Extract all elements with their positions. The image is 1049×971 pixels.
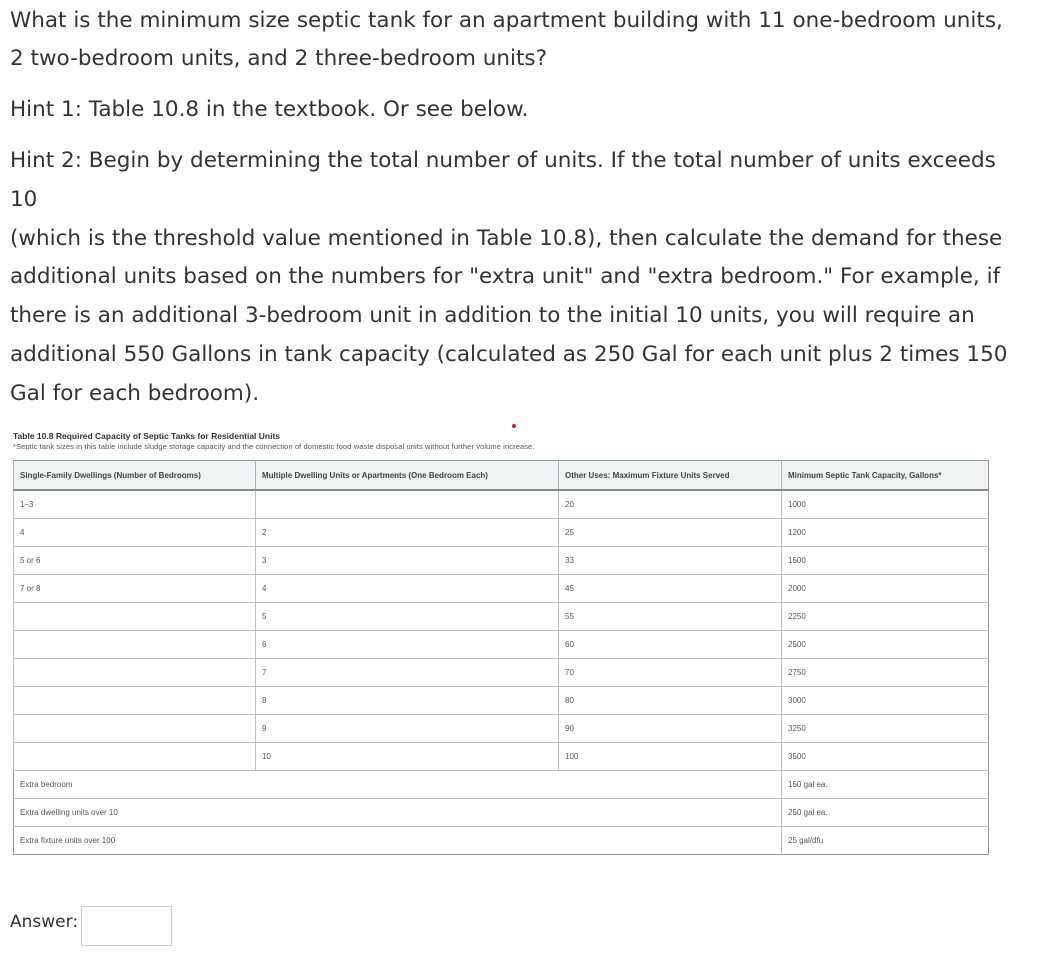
cell-fixture-units: 60 bbox=[559, 631, 782, 659]
question-line: 2 two-bedroom units, and 2 three-bedroom units? bbox=[10, 46, 548, 71]
cell-bedrooms bbox=[14, 603, 256, 631]
cell-capacity: 2750 bbox=[782, 659, 989, 687]
extra-row-fixture-units bbox=[14, 827, 989, 855]
cell-bedrooms bbox=[14, 743, 256, 771]
table-row bbox=[14, 519, 989, 547]
hint-2-line: Gal for each bedroom). bbox=[10, 380, 260, 406]
cell-fixture-units: 45 bbox=[559, 575, 782, 603]
extra-value: 250 gal ea. bbox=[782, 799, 989, 827]
question-line: What is the minimum size septic tank for an apartment building with 11 one-bedroom units, bbox=[10, 8, 1003, 33]
cell-capacity: 2250 bbox=[782, 603, 989, 631]
answer-input[interactable] bbox=[81, 906, 172, 946]
cell-fixture-units: 55 bbox=[559, 603, 782, 631]
cell-capacity: 3250 bbox=[782, 715, 989, 743]
table-row bbox=[14, 743, 989, 771]
cell-bedrooms bbox=[14, 659, 256, 687]
header-single-family: Single-Family Dwellings (Number of Bedrooms) bbox=[14, 461, 256, 491]
cell-apartments: 7 bbox=[256, 659, 559, 687]
hint-1: Hint 1: Table 10.8 in the textbook. Or see below. bbox=[10, 97, 529, 122]
extra-row-dwelling-units bbox=[14, 799, 989, 827]
extra-row-bedroom bbox=[14, 771, 989, 799]
cell-fixture-units: 25 bbox=[559, 519, 782, 547]
cell-apartments: 8 bbox=[256, 687, 559, 715]
cell-capacity: 1500 bbox=[782, 547, 989, 575]
cell-capacity: 1000 bbox=[782, 490, 989, 519]
cell-apartments: 3 bbox=[256, 547, 559, 575]
question-text bbox=[10, 2, 1020, 78]
answer-label: Answer: bbox=[10, 912, 79, 932]
table-row bbox=[14, 715, 989, 743]
cell-bedrooms bbox=[14, 631, 256, 659]
table-header-row bbox=[14, 461, 989, 491]
septic-capacity-table bbox=[13, 460, 989, 855]
hint-2 bbox=[10, 142, 1020, 414]
cell-bedrooms bbox=[14, 687, 256, 715]
hint-2-line: additional units based on the numbers for "extra unit" and "extra bedroom." For example, if bbox=[10, 264, 1001, 290]
hint-2-line: there is an additional 3-bedroom unit in addition to the initial 10 units, you will require an bbox=[10, 303, 975, 329]
cell-apartments: 2 bbox=[256, 519, 559, 547]
table-title: Table 10.8 Required Capacity of Septic Tanks for Residential Units bbox=[13, 431, 281, 441]
cell-apartments bbox=[256, 490, 559, 519]
cell-bedrooms: 5 or 6 bbox=[14, 547, 256, 575]
table-row bbox=[14, 575, 989, 603]
cell-apartments: 5 bbox=[256, 603, 559, 631]
cell-apartments: 6 bbox=[256, 631, 559, 659]
extra-value: 150 gal ea. bbox=[782, 771, 989, 799]
header-multiple-dwelling: Multiple Dwelling Units or Apartments (One Bedroom Each) bbox=[256, 461, 559, 491]
cell-apartments: 10 bbox=[256, 743, 559, 771]
hint-2-line: Hint 2: Begin by determining the total number of units. If the total number of units exceeds 10 bbox=[10, 148, 996, 212]
cell-bedrooms bbox=[14, 715, 256, 743]
table-note: *Septic tank sizes in this table include sludge storage capacity and the connection of domestic food waste disposal units without further volume increase. bbox=[13, 442, 535, 451]
cell-fixture-units: 20 bbox=[559, 490, 782, 519]
cell-capacity: 2000 bbox=[782, 575, 989, 603]
table-row bbox=[14, 603, 989, 631]
cell-apartments: 4 bbox=[256, 575, 559, 603]
cell-fixture-units: 100 bbox=[559, 743, 782, 771]
cell-capacity: 3000 bbox=[782, 687, 989, 715]
hint-2-line: additional 550 Gallons in tank capacity (calculated as 250 Gal for each unit plus 2 times 150 bbox=[10, 341, 1008, 367]
cell-bedrooms: 7 or 8 bbox=[14, 575, 256, 603]
cell-fixture-units: 90 bbox=[559, 715, 782, 743]
table-row bbox=[14, 687, 989, 715]
cell-apartments: 9 bbox=[256, 715, 559, 743]
cell-bedrooms: 1–3 bbox=[14, 490, 256, 519]
table-row bbox=[14, 659, 989, 687]
header-other-uses: Other Uses: Maximum Fixture Units Served bbox=[559, 461, 782, 491]
cell-capacity: 1200 bbox=[782, 519, 989, 547]
red-dot-marker bbox=[512, 424, 516, 428]
cell-capacity: 3500 bbox=[782, 743, 989, 771]
cell-fixture-units: 80 bbox=[559, 687, 782, 715]
table-row bbox=[14, 547, 989, 575]
header-min-capacity: Minimum Septic Tank Capacity, Gallons* bbox=[782, 461, 989, 491]
cell-bedrooms: 4 bbox=[14, 519, 256, 547]
cell-capacity: 2500 bbox=[782, 631, 989, 659]
cell-fixture-units: 70 bbox=[559, 659, 782, 687]
cell-fixture-units: 33 bbox=[559, 547, 782, 575]
extra-label: Extra fixture units over 100 bbox=[20, 836, 116, 845]
extra-value: 25 gal/dfu bbox=[782, 827, 989, 855]
table-row bbox=[14, 490, 989, 519]
table-caption bbox=[13, 430, 989, 452]
extra-label: Extra dwelling units over 10 bbox=[14, 799, 782, 827]
table-row bbox=[14, 631, 989, 659]
hint-2-line: (which is the threshold value mentioned in Table 10.8), then calculate the demand for these bbox=[10, 225, 1003, 251]
extra-label: Extra bedroom bbox=[14, 771, 782, 799]
